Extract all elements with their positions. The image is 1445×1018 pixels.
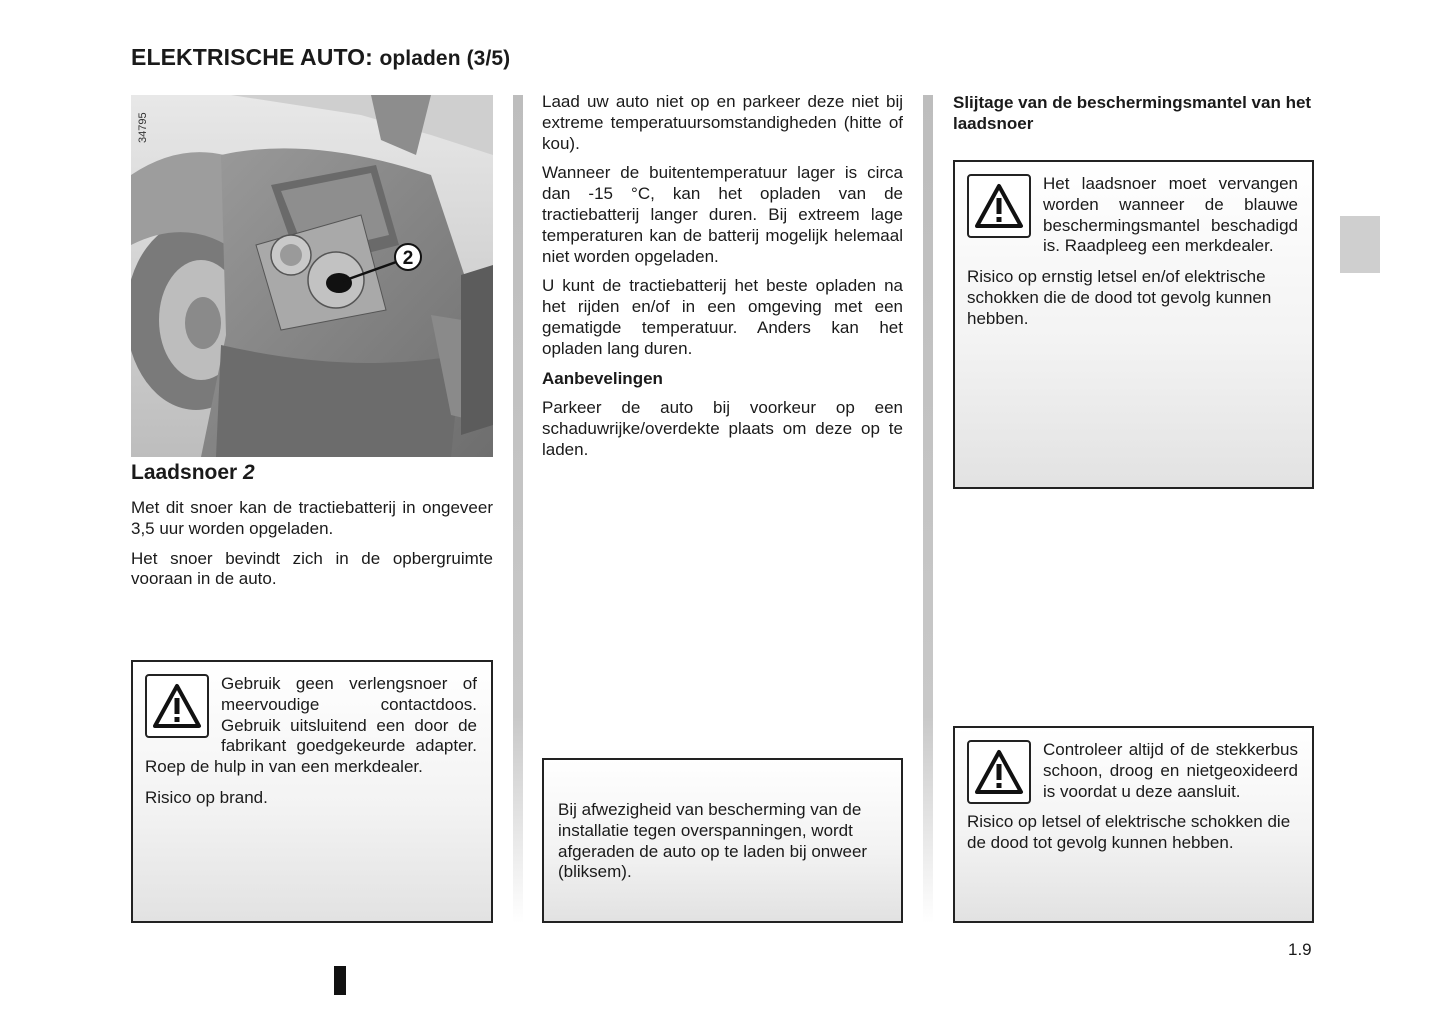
warning-risk: Risico op brand. xyxy=(145,787,268,807)
warning-triangle-icon xyxy=(967,740,1031,804)
warning-box-socket-check xyxy=(953,726,1314,923)
warning-box-cable-sheath xyxy=(953,160,1314,489)
warning-text: Controleer altijd of de stekkerbus schoon, droog en nietgeoxideerd is voordat u deze aansluit. xyxy=(1043,740,1298,801)
page-title xyxy=(131,44,510,71)
print-mark xyxy=(334,966,346,995)
page-number: 1.9 xyxy=(1288,940,1312,959)
chapter-tab-marker xyxy=(1340,216,1380,273)
page-title-sub: opladen (3/5) xyxy=(379,47,511,70)
paragraph: Met dit snoer kan de tractiebatterij in ongeveer 3,5 uur worden opgeladen. xyxy=(131,498,493,538)
warning-triangle-icon xyxy=(145,674,209,738)
warning-box-extension-cord xyxy=(131,660,493,923)
left-column-text xyxy=(131,498,493,599)
section-heading-laadsnoer xyxy=(131,461,255,485)
paragraph: Laad uw auto niet op en parkeer deze niet bij extreme temperatuursomstandigheden (hitte of kou). xyxy=(542,92,903,153)
paragraph: Parkeer de auto bij voorkeur op een schaduwrijke/overdekte plaats om deze op te laden. xyxy=(542,398,903,459)
section-heading-slijtage: Slijtage van de beschermingsmantel van het laadsnoer xyxy=(953,93,1312,133)
paragraph: U kunt de tractiebatterij het beste opladen na het rijden en/of in een omgeving met een gematigde temperatuur. Anders kan het opladen lang duren. xyxy=(542,276,903,358)
paragraph: Wanneer de buitentemperatuur lager is circa dan -15 °C, kan het opladen van de tractiebatterij langer duren. Bij extreem lage temperaturen kan de batterij mogelijk helemaal niet worden opgeladen. xyxy=(542,163,903,266)
warning-text: Gebruik geen verlengsnoer of meervoudige contactdoos. Gebruik uitsluitend een door de fabrikant goedgekeurde adapter. Roep de hulp in van een merkdealer. xyxy=(145,674,477,777)
section-heading-number: 2 xyxy=(243,461,255,484)
page-title-main: ELEKTRISCHE AUTO: xyxy=(131,44,373,70)
column-divider xyxy=(513,95,523,923)
warning-risk: Risico op ernstig letsel en/of elektrische schokken die de dood tot gevolg kunnen hebben. xyxy=(967,267,1272,328)
warning-triangle-icon xyxy=(967,174,1031,238)
warning-risk: Risico op letsel of elektrische schokken die de dood tot gevolg kunnen hebben. xyxy=(967,812,1291,853)
paragraph: Het snoer bevindt zich in de opbergruimte vooraan in de auto. xyxy=(131,548,493,589)
callout-number: 2 xyxy=(402,248,414,269)
column-divider xyxy=(923,95,933,923)
note-box-lightning xyxy=(542,758,903,923)
note-text: Bij afwezigheid van bescherming van de installatie tegen overspanningen, wordt afgeraden de auto op te laden bij onweer (bliksem). xyxy=(558,800,868,882)
car-charging-socket-illustration xyxy=(131,95,493,457)
middle-column-text xyxy=(542,92,903,470)
warning-text: Het laadsnoer moet vervangen worden wanneer de blauwe beschermingsmantel beschadigd is. Raadpleeg een merkdealer. xyxy=(1043,174,1298,256)
figure-number: 34795 xyxy=(137,112,149,143)
section-heading-text: Laadsnoer xyxy=(131,461,238,484)
subheading-aanbevelingen: Aanbevelingen xyxy=(542,368,663,388)
